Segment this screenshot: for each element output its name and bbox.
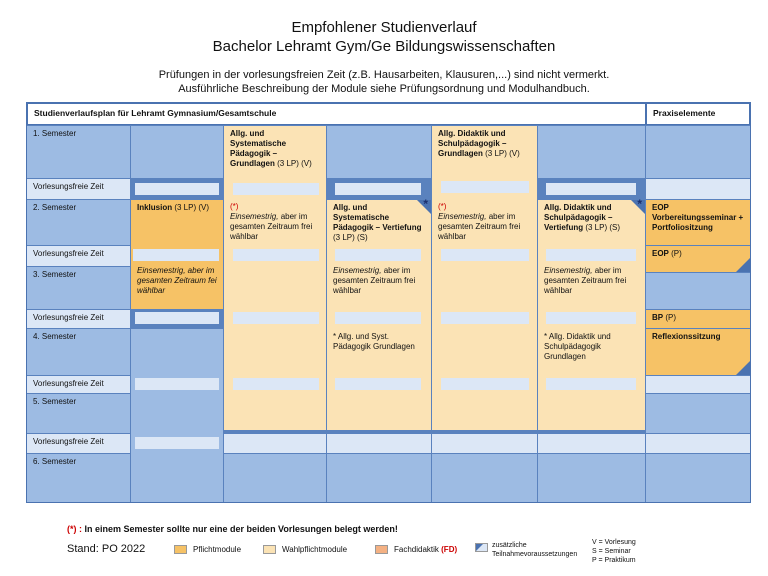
module-name: Allg. und Systematische Pädagogik – Grundlagen bbox=[230, 129, 287, 168]
vfz-bar bbox=[441, 312, 529, 324]
vfz-bar bbox=[538, 434, 645, 453]
module-ads-vertiefung-prereq: * Allg. Didaktik und Schulpädagogik Grundlagen bbox=[544, 332, 611, 361]
legend-swatch-fachdidaktik bbox=[375, 545, 388, 554]
vfz-bar bbox=[546, 378, 636, 390]
vfz-bar bbox=[335, 378, 421, 390]
legend-abbreviations bbox=[592, 538, 636, 565]
legend-zusatz bbox=[492, 541, 577, 559]
module-name: Allg. Didaktik und Schulpädagogik – Grundlagen bbox=[438, 129, 507, 158]
empty-cell bbox=[224, 454, 326, 502]
vfz-bar bbox=[335, 312, 421, 324]
intro-note-1: Prüfungen in der vorlesungsfreien Zeit (z.B. Hausarbeiten, Klausuren,...) sind nicht vermerkt. bbox=[158, 69, 610, 81]
vfz-bar bbox=[133, 249, 219, 261]
praxis-reflexion bbox=[646, 329, 750, 375]
empty-cell bbox=[432, 454, 537, 502]
vfz-bar bbox=[135, 312, 219, 324]
module-lp: (3 LP) (S) bbox=[583, 223, 621, 232]
vfz-bar bbox=[135, 378, 219, 390]
vfz-bar bbox=[135, 437, 219, 449]
praxis-label: EOP bbox=[652, 249, 669, 258]
legend-pflicht: Pflichtmodule bbox=[193, 545, 242, 554]
row-vfz-2: Vorlesungsfreie Zeit bbox=[27, 246, 130, 266]
page-title: Empfohlener Studienverlauf bbox=[291, 19, 477, 36]
module-lp: (3 LP) (V) bbox=[274, 159, 312, 168]
note-text: aber im gesamten Zeitraum frei wählbar bbox=[438, 212, 521, 241]
module-asp-vertiefung-note bbox=[327, 263, 431, 299]
vfz-bar bbox=[441, 181, 529, 193]
empty-cell bbox=[646, 454, 750, 502]
legend-zusatz-2: Teilnahmevoraussetzungen bbox=[492, 551, 578, 558]
module-ads-grundlagen-note bbox=[432, 199, 537, 245]
triangle-corner-icon bbox=[736, 258, 750, 272]
row-vfz-5: Vorlesungsfreie Zeit bbox=[27, 434, 130, 453]
module-inklusion-note: Einsemestrig, aber im gesamten Zeitraum fei wählbar bbox=[137, 266, 217, 295]
vfz-bar bbox=[546, 183, 636, 195]
module-name: Inklusion bbox=[137, 203, 173, 212]
legend-swatch-pflicht bbox=[174, 545, 187, 554]
module-asp-vertiefung-prereq: * Allg. und Syst. Pädagogik Grundlagen bbox=[333, 332, 415, 351]
note-em: Einsemestrig, bbox=[333, 266, 382, 275]
legend-fachdidaktik bbox=[394, 545, 457, 555]
row-semester-1: 1. Semester bbox=[27, 126, 130, 178]
triangle-corner-icon bbox=[476, 544, 483, 551]
praxis-suffix: (P) bbox=[663, 313, 677, 322]
note-text: aber im gesamten Zeitraum frei wählbar bbox=[544, 266, 627, 295]
empty-cell bbox=[327, 126, 431, 178]
empty-cell bbox=[646, 394, 750, 433]
plan-header: Studienverlaufsplan für Lehramt Gymnasium/Gesamtschule bbox=[27, 103, 646, 125]
legend-swatch-wahlpflicht bbox=[263, 545, 276, 554]
abbr-s: S = Seminar bbox=[592, 548, 631, 555]
page-subtitle: Bachelor Lehramt Gym/Ge Bildungswissenschaften bbox=[212, 38, 556, 55]
module-lp: (3 LP) (V) bbox=[172, 203, 210, 212]
row-semester-4: 4. Semester bbox=[27, 329, 130, 375]
module-lp: (3 LP) (V) bbox=[482, 149, 520, 158]
module-ads-vertiefung-note bbox=[538, 263, 645, 299]
vfz-bar bbox=[233, 378, 319, 390]
footer-warning bbox=[67, 524, 398, 534]
warning-marker: (*) : bbox=[67, 524, 82, 534]
vfz-bar bbox=[441, 378, 529, 390]
legend-fach-abbr: (FD) bbox=[441, 545, 458, 554]
intro-note-2: Ausführliche Beschreibung der Module siehe Prüfungsordnung und Modulhandbuch. bbox=[178, 83, 590, 95]
vfz-bar bbox=[327, 434, 431, 453]
praxis-subtitle: Vorbereitungsseminar + Portfoliositzung bbox=[652, 213, 744, 232]
vfz-bar bbox=[335, 183, 421, 195]
marker: (*) bbox=[230, 202, 239, 211]
praxis-label: Reflexionssitzung bbox=[652, 332, 721, 341]
praxis-title: EOP bbox=[652, 203, 669, 212]
note-em: Einsemestrig, bbox=[438, 212, 487, 221]
marker: (*) bbox=[438, 202, 447, 211]
module-name: Allg. Didaktik und Schulpädagogik – Vertiefung bbox=[544, 203, 613, 232]
vfz-bar bbox=[233, 312, 319, 324]
vfz-bar bbox=[233, 183, 319, 195]
vfz-cell bbox=[646, 179, 750, 199]
note-text: aber im gesamten Zeitraum frei wählbar bbox=[333, 266, 416, 295]
praxis-label: BP bbox=[652, 313, 664, 322]
empty-cell bbox=[538, 454, 645, 502]
footer-stand: Stand: PO 2022 bbox=[67, 543, 146, 555]
legend-fach-text: Fachdidaktik bbox=[394, 545, 442, 554]
vfz-bar bbox=[546, 249, 636, 261]
row-vfz-4: Vorlesungsfreie Zeit bbox=[27, 376, 130, 393]
empty-cell bbox=[538, 126, 645, 178]
row-semester-2: 2. Semester bbox=[27, 200, 130, 245]
module-asp-grundlagen-note bbox=[224, 199, 326, 245]
row-semester-6: 6. Semester bbox=[27, 454, 130, 502]
row-vfz-3: Vorlesungsfreie Zeit bbox=[27, 310, 130, 328]
praxis-suffix: (P) bbox=[668, 249, 682, 258]
triangle-corner-icon bbox=[736, 361, 750, 375]
vfz-cell bbox=[646, 434, 750, 453]
empty-cell bbox=[646, 273, 750, 309]
row-semester-5: 5. Semester bbox=[27, 394, 130, 433]
empty-cell bbox=[131, 329, 223, 502]
praxis-eop bbox=[646, 246, 750, 272]
legend-swatch-zusatz bbox=[475, 543, 488, 552]
vfz-cell bbox=[646, 376, 750, 393]
vfz-bar bbox=[335, 249, 421, 261]
module-lp: (3 LP) (S) bbox=[333, 233, 368, 242]
prereq-star: * bbox=[637, 197, 642, 211]
abbr-p: P = Praktikum bbox=[592, 557, 636, 564]
praxis-bp bbox=[646, 310, 750, 328]
vfz-bar bbox=[546, 312, 636, 324]
note-text: aber im gesamten Zeitraum frei wählbar bbox=[230, 212, 313, 241]
legend-zusatz-1: zusätzliche bbox=[492, 542, 527, 549]
row-semester-3: 3. Semester bbox=[27, 267, 130, 309]
vfz-bar bbox=[224, 434, 326, 453]
abbr-v: V = Vorlesung bbox=[592, 539, 636, 546]
warning-text: In einem Semester sollte nur eine der beiden Vorlesungen belegt werden! bbox=[82, 524, 398, 534]
prereq-star: * bbox=[423, 197, 428, 211]
praxis-header: Praxiselemente bbox=[646, 103, 750, 125]
vfz-bar bbox=[441, 249, 529, 261]
empty-cell bbox=[646, 126, 750, 178]
legend-wahlpflicht: Wahlpflichtmodule bbox=[282, 545, 348, 554]
study-plan-table bbox=[26, 102, 751, 503]
vfz-bar bbox=[432, 434, 537, 453]
note-em: Einsemestrig, bbox=[544, 266, 593, 275]
module-name: Allg. und Systematische Pädagogik – Vertiefung bbox=[333, 203, 422, 232]
praxis-eop-seminar bbox=[646, 200, 750, 245]
note-em: Einsemestrig, bbox=[230, 212, 279, 221]
empty-cell bbox=[327, 454, 431, 502]
vfz-bar bbox=[233, 249, 319, 261]
vfz-bar bbox=[135, 183, 219, 195]
empty-cell bbox=[131, 126, 223, 178]
row-vfz-1: Vorlesungsfreie Zeit bbox=[27, 179, 130, 199]
